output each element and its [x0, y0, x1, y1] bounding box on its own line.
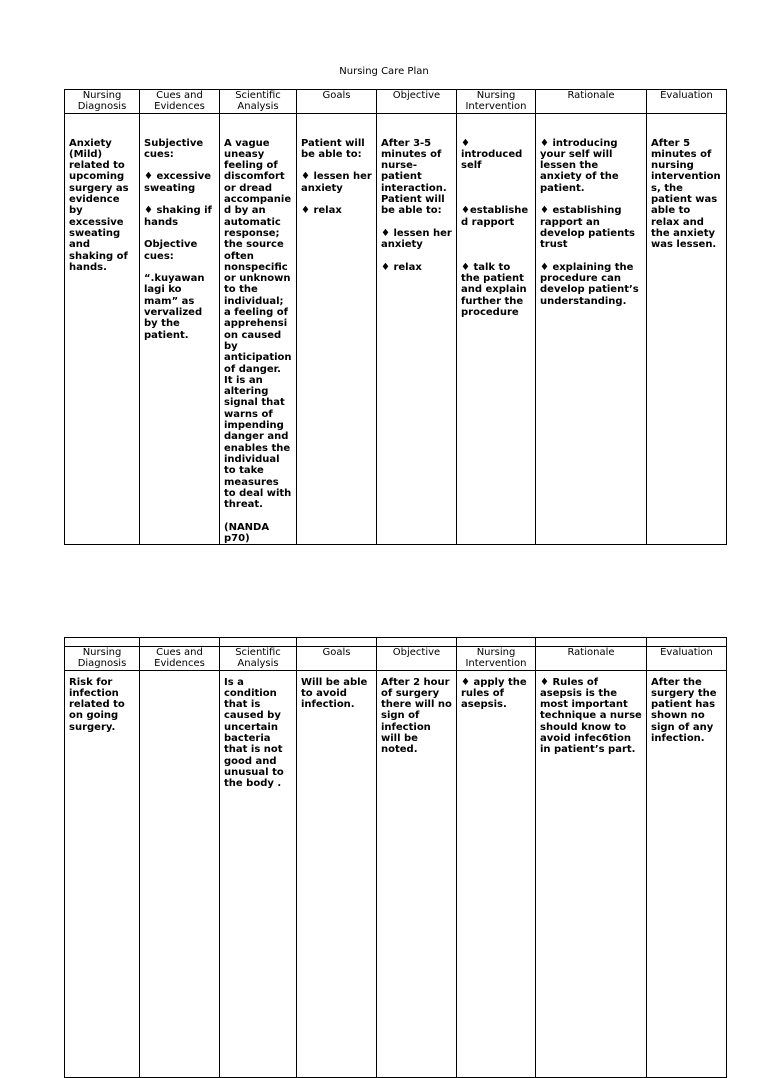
column-header: Nursing Diagnosis — [65, 647, 140, 671]
table-row — [65, 670, 727, 1077]
evaluation-cell — [647, 113, 727, 545]
intervention-cell: ♦ apply the rules of asepsis. — [457, 670, 536, 1077]
column-header: Goals — [297, 90, 377, 114]
column-header: Nursing Intervention — [457, 90, 536, 114]
column-header: Evaluation — [647, 647, 727, 671]
cues-cell — [140, 670, 220, 1077]
table-row — [65, 113, 727, 545]
objective-intro: After 3-5 minutes of nurse-patient interaction. Patient will be able to: — [381, 137, 447, 217]
column-header: Evaluation — [647, 90, 727, 114]
diagnosis-cell: Risk for infection related to on going surgery. — [65, 670, 140, 1077]
subjective-label: Subjective cues: — [144, 137, 204, 160]
table-spacer-row — [65, 638, 727, 647]
column-header: Scientific Analysis — [220, 90, 297, 114]
objective-cell — [377, 113, 457, 545]
evaluation-cell: After the surgery the patient has shown no sign of any infection. — [647, 670, 727, 1077]
table-header-row — [65, 90, 727, 114]
intervention-item: ♦ talk to the patient and explain further the procedure — [461, 261, 527, 319]
goals-intro: Patient will be able to: — [301, 137, 365, 160]
table-header-row — [65, 647, 727, 671]
intervention-item: ♦establishe d rapport — [461, 205, 529, 228]
objective-label: Objective cues: — [144, 239, 198, 262]
cue-item: ♦ shaking if hands — [144, 205, 212, 228]
goal-item: ♦ relax — [301, 205, 342, 217]
column-header: Goals — [297, 647, 377, 671]
analysis-cell — [220, 113, 297, 545]
document-title: Nursing Care Plan — [339, 66, 429, 77]
column-header: Rationale — [536, 647, 647, 671]
column-header: Nursing Intervention — [457, 647, 536, 671]
objective-item: ♦ relax — [381, 261, 422, 273]
column-header: Rationale — [536, 90, 647, 114]
rationale-item: ♦ explaining the procedure can develop patient’s understanding. — [540, 261, 639, 307]
cues-cell — [140, 113, 220, 545]
column-header: Objective — [377, 647, 457, 671]
analysis-text: A vague uneasy feeling of discomfort or dread accompanied by an automatic response; the source often nonspecific or unknown to the individual; a feeling of apprehension caused by anticipation of danger. It is an altering signal that warns of impending danger and enables the individual to take measures to deal with threat. — [224, 137, 292, 511]
evaluation-text: After 5 minutes of nursing interventions, the patient was able to relax and the anxiety was lessen. — [651, 137, 721, 251]
diagnosis-cell — [65, 113, 140, 545]
objective-cue-text: “.kuyawan lagi ko mam” as vervalized by the patient. — [144, 273, 205, 341]
rationale-item: ♦ establishing rapport an develop patients trust — [540, 205, 635, 251]
goal-item: ♦ lessen her anxiety — [301, 171, 372, 194]
column-header: Objective — [377, 90, 457, 114]
objective-item: ♦ lessen her anxiety — [381, 227, 452, 251]
objective-cell: After 2 hour of surgery there will no sign of infection will be noted. — [377, 670, 457, 1077]
goals-cell — [297, 113, 377, 545]
goals-cell: Will be able to avoid infection. — [297, 670, 377, 1077]
column-header: Cues and Evidences — [140, 90, 220, 114]
rationale-cell: ♦ Rules of asepsis is the most important technique a nurse should know to avoid infec6tion in patient’s part. — [536, 670, 647, 1077]
intervention-cell — [457, 113, 536, 545]
column-header: Nursing Diagnosis — [65, 90, 140, 114]
rationale-item: ♦ introducing your self will lessen the anxiety of the patient. — [540, 137, 619, 194]
analysis-reference: (NANDA p70) — [224, 521, 270, 544]
column-header: Scientific Analysis — [220, 647, 297, 671]
care-plan-table-1 — [64, 89, 727, 545]
diagnosis-text: Anxiety (Mild) related to upcoming surgery as evidence by excessive sweating and shaking of hands. — [69, 137, 129, 273]
analysis-cell: Is a condition that is caused by uncertain bacteria that is not good and unusual to the body . — [220, 670, 297, 1077]
column-header: Cues and Evidences — [140, 647, 220, 671]
intervention-item: ♦ introduced self — [461, 137, 523, 172]
care-plan-table-2 — [64, 637, 727, 1078]
cue-item: ♦ excessive sweating — [144, 171, 212, 194]
rationale-cell — [536, 113, 647, 545]
